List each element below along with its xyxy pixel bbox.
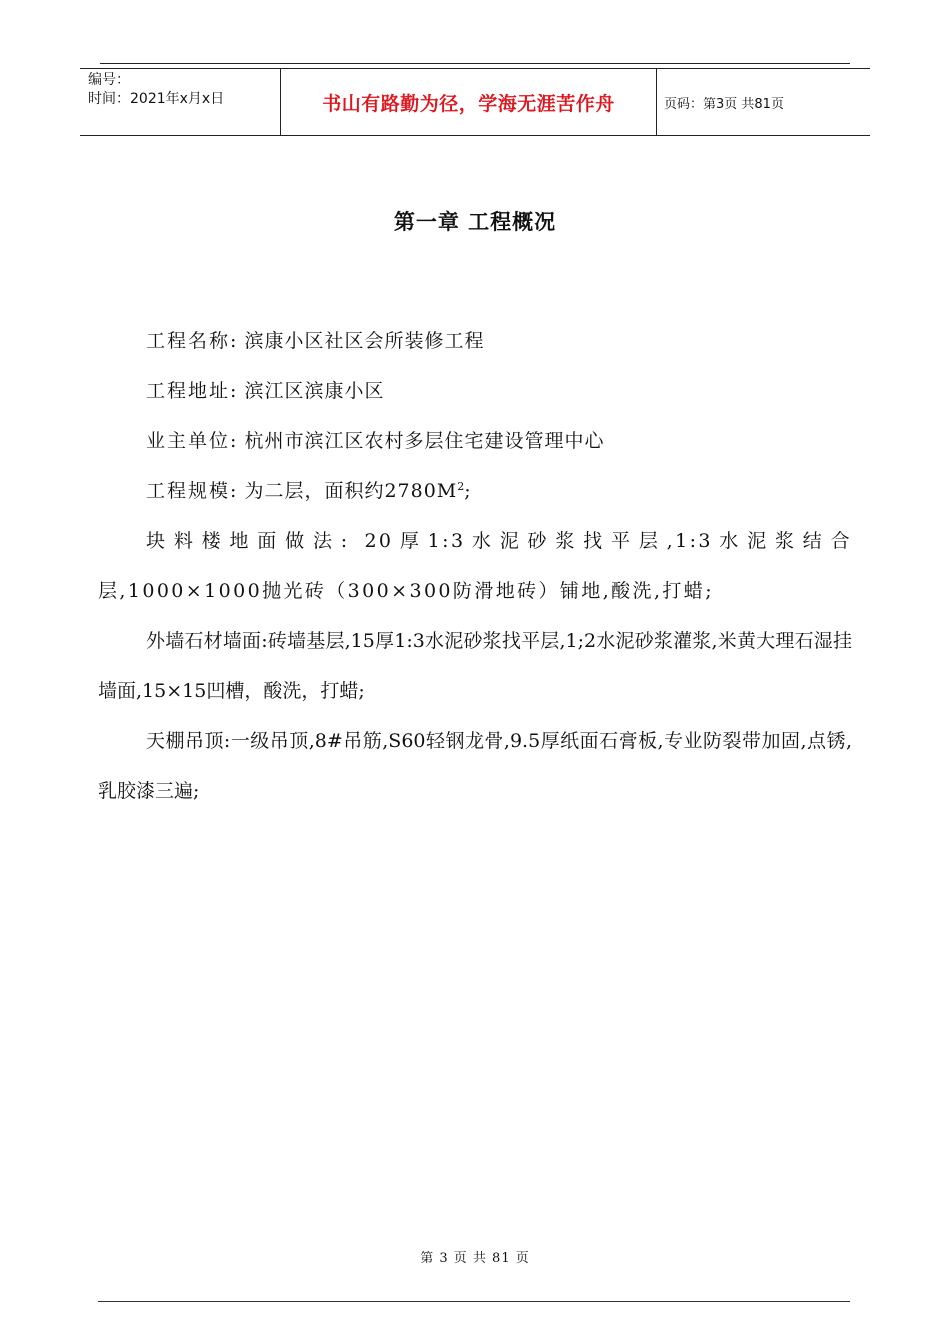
document-date-label: 时间：2021年x月x日 xyxy=(88,91,225,107)
header-page-info xyxy=(657,69,870,135)
ceiling-method-paragraph: 天棚吊顶:一级吊顶,8#吊筋,S60轻钢龙骨,9.5厚纸面石膏板,专业防裂带加固,点锈,乳胶漆三遍; xyxy=(98,730,852,802)
header-meta xyxy=(80,69,281,135)
header-motto xyxy=(281,69,657,135)
motto-text: 书山有路勤为径，学海无涯苦作舟 xyxy=(322,92,615,115)
page-info-text: 页码：第3页 共81页 xyxy=(664,96,784,112)
project-owner-value: 杭州市滨江区农村多层住宅建设管理中心 xyxy=(244,430,605,452)
page-footer-number: 第 3 页 共 81 页 xyxy=(420,1251,530,1266)
project-owner-label: 业主单位: xyxy=(146,430,239,452)
project-address-line xyxy=(98,366,852,416)
document-body xyxy=(98,316,852,816)
project-scale-label: 工程规模: xyxy=(146,480,239,502)
project-scale-tail: ; xyxy=(464,480,471,502)
project-address-label: 工程地址: xyxy=(146,380,239,402)
project-address-value: 滨江区滨康小区 xyxy=(244,380,385,402)
project-name-value: 滨康小区社区会所装修工程 xyxy=(244,330,485,352)
project-scale-value: 为二层，面积约2780M xyxy=(244,480,458,502)
page-header xyxy=(80,68,870,136)
floor-method-paragraph: 块料楼地面做法: 20厚1:3水泥砂浆找平层,1:3水泥浆结合层,1000×1000抛光砖（300×300防滑地砖）铺地,酸洗,打蜡; xyxy=(98,530,852,602)
chapter-title: 第一章 工程概况 xyxy=(393,210,557,234)
document-number-label: 编号： xyxy=(88,72,130,88)
project-scale-line xyxy=(98,466,852,516)
project-name-label: 工程名称: xyxy=(146,330,239,352)
footer-rule xyxy=(98,1301,850,1302)
wall-method-paragraph: 外墙石材墙面:砖墙基层,15厚1:3水泥砂浆找平层,1;2水泥砂浆灌浆,米黄大理石湿挂墙面,15×15凹槽，酸洗，打蜡; xyxy=(98,630,852,702)
project-name-line xyxy=(98,316,852,366)
area-superscript: 2 xyxy=(457,480,465,493)
project-owner-line xyxy=(98,416,852,466)
header-top-rule xyxy=(100,63,850,64)
